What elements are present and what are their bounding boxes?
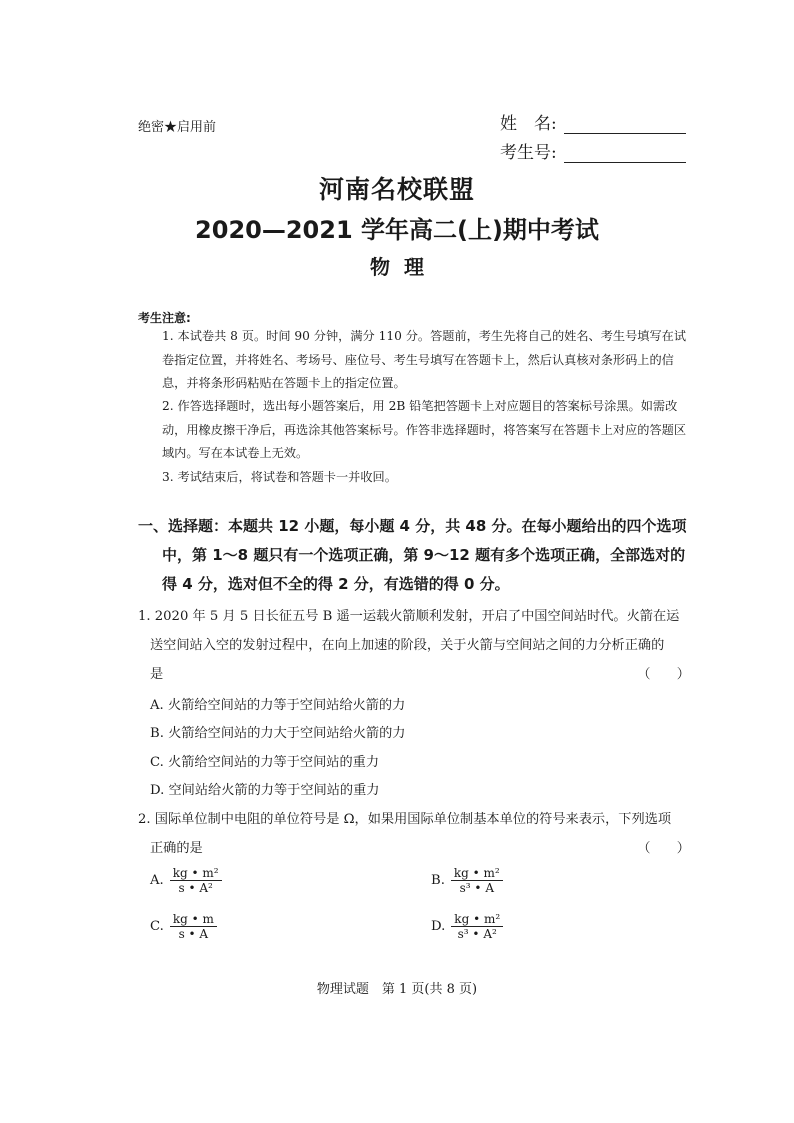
fraction-numerator: kg • m² bbox=[451, 912, 503, 927]
section-line-3: 得 4 分，选对但不全的得 2 分，有选错的得 0 分。 bbox=[162, 575, 510, 593]
unit-fraction bbox=[451, 866, 503, 895]
question-2-line-2 bbox=[138, 834, 690, 863]
question-2-option-d bbox=[431, 912, 503, 941]
question-2-option-a bbox=[150, 866, 222, 895]
subject-title: 物理 bbox=[370, 255, 438, 279]
question-2-line-2-text: 正确的是 bbox=[150, 841, 203, 856]
question-1-option-c: C. 火箭给空间站的力等于空间站的重力 bbox=[150, 755, 380, 770]
option-letter: A. bbox=[150, 873, 164, 888]
question-1 bbox=[138, 602, 690, 689]
notice-heading: 考生注意: bbox=[138, 311, 191, 325]
fraction-numerator: kg • m² bbox=[451, 866, 503, 881]
question-1-line-3-text: 是 bbox=[150, 667, 164, 682]
fraction-denominator: s³ • A² bbox=[457, 927, 497, 941]
exam-title: 2020—2021 学年高二(上)期中考试 bbox=[195, 216, 599, 244]
unit-fraction bbox=[170, 912, 217, 941]
page-footer: 物理试题 第 1 页(共 8 页) bbox=[316, 982, 478, 997]
unit-fraction bbox=[451, 912, 503, 941]
question-2-option-b bbox=[431, 866, 503, 895]
option-letter: D. bbox=[431, 919, 446, 934]
question-2 bbox=[138, 805, 690, 863]
question-1-line-1: 1. 2020 年 5 月 5 日长征五号 B 遥一运载火箭顺利发射，开启了中国空间站时代。火箭在运 bbox=[138, 609, 680, 624]
name-blank-line[interactable] bbox=[564, 115, 686, 134]
fraction-denominator: s • A² bbox=[178, 881, 213, 895]
notice-item-2: 2. 作答选择题时，选出每小题答案后，用 2B 铅笔把答题卡上对应题目的答案标号涂黑。如需改动，用橡皮擦干净后，再选涂其他答案标号。作答非选择题时，将答案写在答题卡上对应的答题区域内。写在本试卷上无效。 bbox=[162, 399, 687, 460]
fraction-denominator: s³ • A bbox=[459, 881, 494, 895]
unit-fraction bbox=[170, 866, 222, 895]
answer-parentheses: （ ） bbox=[637, 841, 690, 856]
candidate-id-field[interactable] bbox=[500, 138, 686, 163]
notice-item-3: 3. 考试结束后，将试卷和答题卡一并收回。 bbox=[162, 470, 397, 484]
question-1-option-d: D. 空间站给火箭的力等于空间站的重力 bbox=[150, 783, 380, 798]
name-label: 姓 名: bbox=[500, 114, 557, 134]
question-1-option-a: A. 火箭给空间站的力等于空间站给火箭的力 bbox=[150, 698, 406, 713]
section-instructions bbox=[138, 512, 690, 599]
question-1-line-2: 送空间站入空的发射过程中，在向上加速的阶段，关于火箭与空间站之间的力分析正确的 bbox=[150, 638, 665, 653]
confidential-mark: 绝密★启用前 bbox=[138, 120, 217, 135]
option-letter: C. bbox=[150, 919, 164, 934]
answer-parentheses: （ ） bbox=[637, 667, 690, 682]
fraction-numerator: kg • m bbox=[170, 912, 217, 927]
exam-org-title: 河南名校联盟 bbox=[318, 175, 475, 204]
question-2-line-1: 2. 国际单位制中电阻的单位符号是 Ω，如果用国际单位制基本单位的符号来表示，下列选项 bbox=[138, 812, 672, 827]
option-letter: B. bbox=[431, 873, 445, 888]
question-2-option-c bbox=[150, 912, 217, 941]
question-1-line-3 bbox=[138, 660, 690, 689]
name-field[interactable] bbox=[500, 109, 686, 134]
fraction-denominator: s • A bbox=[178, 927, 209, 941]
section-line-2: 中，第 1～8 题只有一个选项正确，第 9～12 题有多个选项正确，全部选对的 bbox=[162, 546, 686, 564]
question-1-option-b: B. 火箭给空间站的力大于空间站给火箭的力 bbox=[150, 726, 406, 741]
candidate-id-blank-line[interactable] bbox=[564, 144, 686, 163]
notice-item-1: 1. 本试卷共 8 页。时间 90 分钟，满分 110 分。答题前，考生先将自己的姓名、考生号填写在试卷指定位置，并将姓名、考场号、座位号、考生号填写在答题卡上，然后认真核对条形码上的信息，并将条形码粘贴在答题卡上的指定位置。 bbox=[162, 329, 687, 390]
candidate-id-label: 考生号: bbox=[500, 143, 557, 163]
fraction-numerator: kg • m² bbox=[170, 866, 222, 881]
section-line-1: 一、选择题：本题共 12 小题，每小题 4 分，共 48 分。在每小题给出的四个选项 bbox=[138, 517, 687, 535]
